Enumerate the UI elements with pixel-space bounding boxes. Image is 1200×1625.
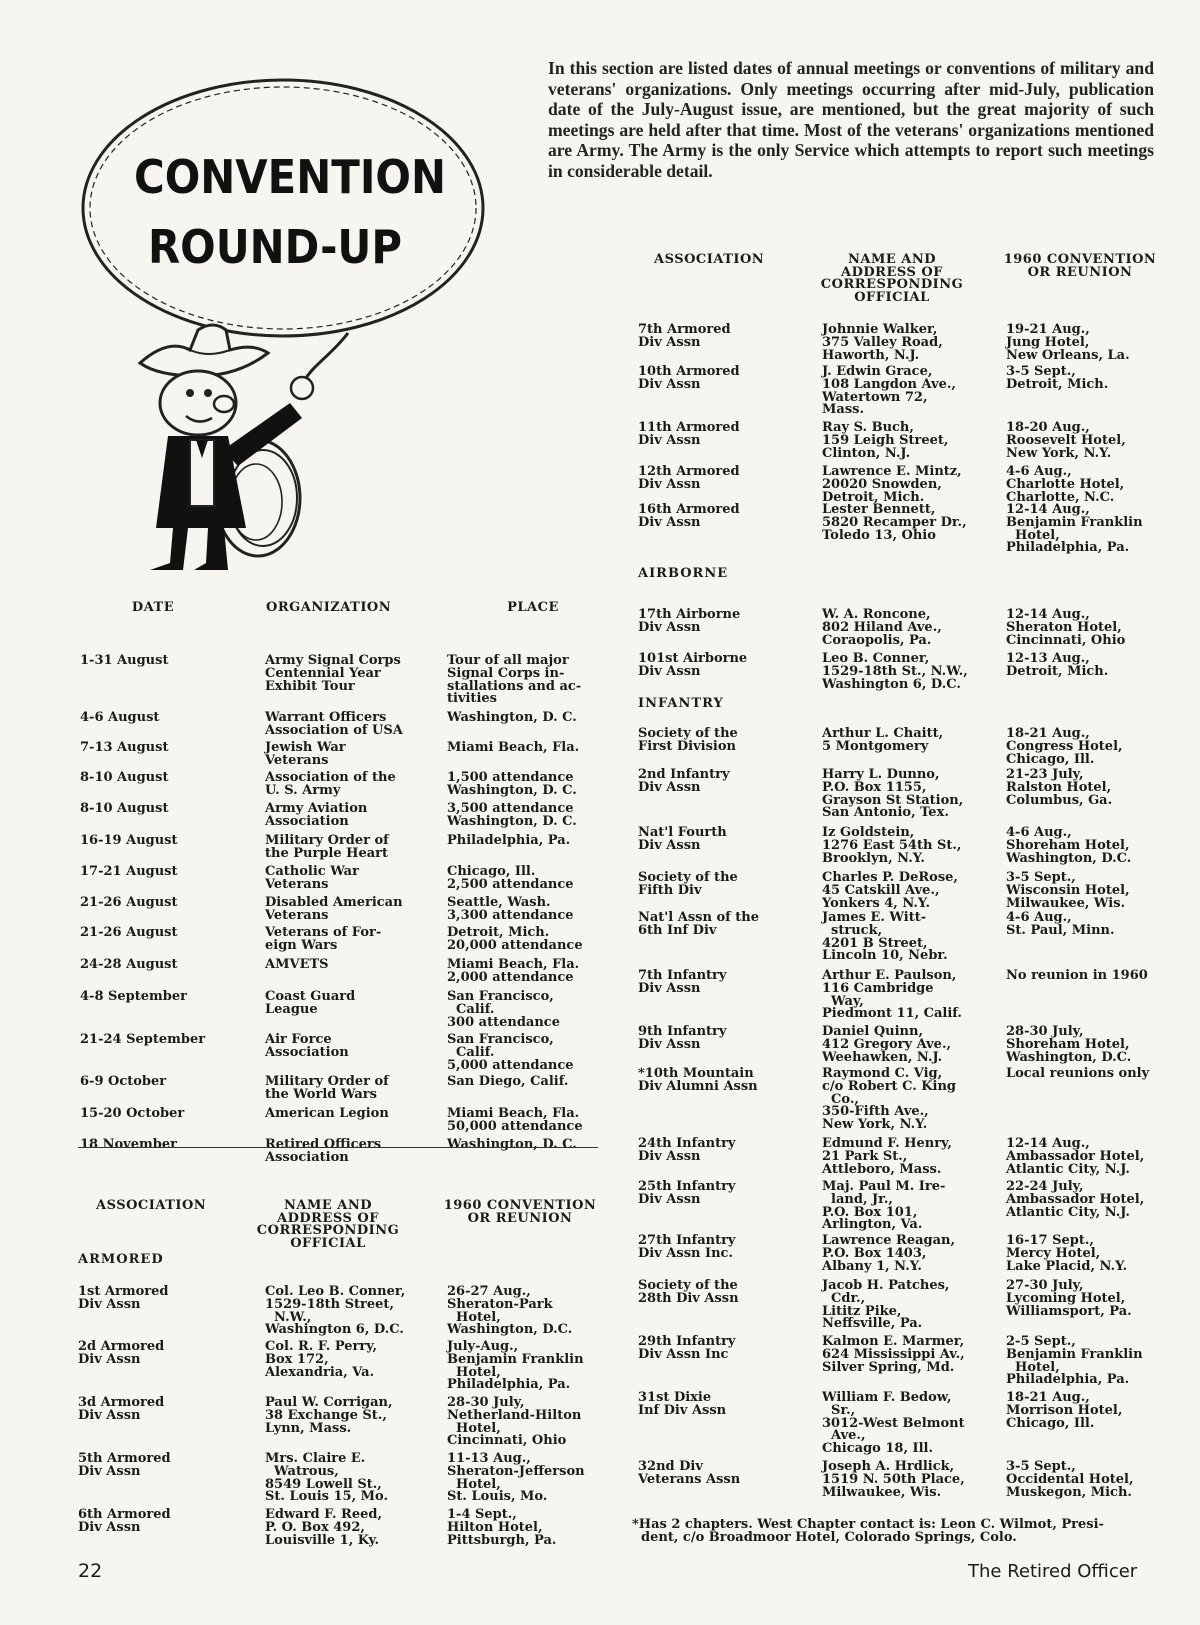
infantry-official: Maj. Paul M. Ire- land, Jr., P.O. Box 101, Arlington, Va. [822, 1179, 946, 1233]
event-place: San Diego, Calif. [447, 1074, 569, 1089]
section-airborne: AIRBORNE [638, 566, 729, 581]
infantry-reunion: No reunion in 1960 [1006, 968, 1148, 983]
infantry-reunion: 27-30 July, Lycoming Hotel, Williamsport, Pa. [1006, 1278, 1132, 1319]
event-organization: Veterans of For- eign Wars [265, 925, 382, 953]
infantry-official: Jacob H. Patches, Cdr., Lititz Pike, Neffsville, Pa. [822, 1278, 950, 1332]
event-organization: Army Aviation Association [265, 801, 368, 829]
cowboy-lasso-illustration [78, 58, 538, 578]
event-place: Chicago, Ill. 2,500 attendance [447, 864, 574, 892]
infantry-reunion: 22-24 July, Ambassador Hotel, Atlantic City, N.J. [1006, 1179, 1145, 1220]
armored-association: 7th Armored Div Assn [638, 322, 731, 350]
logo-line-2: ROUND-UP [148, 220, 402, 274]
infantry-reunion: 3-5 Sept., Wisconsin Hotel, Milwaukee, Wis. [1006, 870, 1130, 911]
event-date: 4-8 September [80, 989, 188, 1004]
infantry-association: 27th Infantry Div Assn Inc. [638, 1233, 736, 1261]
event-place: San Francisco, Calif. 5,000 attendance [447, 1032, 574, 1073]
infantry-association: *10th Mountain Div Alumni Assn [638, 1066, 758, 1094]
infantry-official: Joseph A. Hrdlick, 1519 N. 50th Place, Milwaukee, Wis. [822, 1459, 965, 1500]
infantry-reunion: 12-14 Aug., Ambassador Hotel, Atlantic City, N.J. [1006, 1136, 1145, 1177]
airborne-official: Leo B. Conner, 1529-18th St., N.W., Washington 6, D.C. [822, 651, 968, 692]
event-organization: Association of the U. S. Army [265, 770, 396, 798]
airborne-reunion: 12-14 Aug., Sheraton Hotel, Cincinnati, Ohio [1006, 607, 1126, 648]
armored-reunion: 18-20 Aug., Roosevelt Hotel, New York, N.Y. [1006, 420, 1126, 461]
infantry-association: Nat'l Assn of the 6th Inf Div [638, 910, 759, 938]
left-assoc-official: Mrs. Claire E. Watrous, 8549 Lowell St., St. Louis 15, Mo. [265, 1451, 388, 1505]
event-place: 3,500 attendance Washington, D. C. [447, 801, 577, 829]
magazine-name: The Retired Officer [968, 1561, 1138, 1582]
left-assoc-association: 6th Armored Div Assn [78, 1507, 171, 1535]
infantry-association: Society of the 28th Div Assn [638, 1278, 739, 1306]
left-assoc-official: Col. Leo B. Conner, 1529-18th Street, N.W., Washington 6, D.C. [265, 1284, 406, 1338]
event-place: Miami Beach, Fla. 50,000 attendance [447, 1106, 583, 1134]
armored-association: 10th Armored Div Assn [638, 364, 740, 392]
armored-official: Lawrence E. Mintz, 20020 Snowden, Detroit, Mich. [822, 464, 962, 505]
left-header-official: NAME AND ADDRESS OF CORRESPONDING OFFICIAL [256, 1198, 400, 1251]
airborne-official: W. A. Roncone, 802 Hiland Ave., Coraopolis, Pa. [822, 607, 942, 648]
right-header-official: NAME AND ADDRESS OF CORRESPONDING OFFICIAL [820, 252, 964, 305]
event-date: 17-21 August [80, 864, 178, 879]
armored-official: Johnnie Walker, 375 Valley Road, Haworth, N.J. [822, 322, 943, 363]
left-assoc-association: 3d Armored Div Assn [78, 1395, 165, 1423]
infantry-official: Iz Goldstein, 1276 East 54th St., Brooklyn, N.Y. [822, 825, 962, 866]
event-place: Washington, D. C. [447, 710, 577, 725]
divider-rule [78, 1147, 598, 1148]
event-date: 6-9 October [80, 1074, 167, 1089]
infantry-association: 2nd Infantry Div Assn [638, 767, 730, 795]
left-assoc-association: 2d Armored Div Assn [78, 1339, 165, 1367]
infantry-reunion: 18-21 Aug., Congress Hotel, Chicago, Ill. [1006, 726, 1123, 767]
event-organization: Catholic War Veterans [265, 864, 359, 892]
section-infantry: INFANTRY [638, 696, 724, 711]
infantry-association: 31st Dixie Inf Div Assn [638, 1390, 727, 1418]
airborne-association: 101st Airborne Div Assn [638, 651, 748, 679]
left-assoc-reunion: 28-30 July, Netherland-Hilton Hotel, Cincinnati, Ohio [447, 1395, 582, 1449]
infantry-association: Society of the Fifth Div [638, 870, 738, 898]
event-organization: Military Order of the World Wars [265, 1074, 389, 1102]
event-organization: AMVETS [265, 957, 329, 972]
event-organization: Jewish War Veterans [265, 740, 346, 768]
infantry-association: 7th Infantry Div Assn [638, 968, 727, 996]
armored-reunion: 4-6 Aug., Charlotte Hotel, Charlotte, N.C. [1006, 464, 1125, 505]
infantry-official: Kalmon E. Marmer, 624 Mississippi Av., Silver Spring, Md. [822, 1334, 965, 1375]
infantry-official: Arthur E. Paulson, 116 Cambridge Way, Piedmont 11, Calif. [822, 968, 962, 1022]
event-organization: Army Signal Corps Centennial Year Exhibit Tour [265, 653, 401, 694]
event-date: 24-28 August [80, 957, 178, 972]
event-organization: Retired Officers Association [265, 1137, 382, 1165]
infantry-association: 29th Infantry Div Assn Inc [638, 1334, 736, 1362]
infantry-association: Society of the First Division [638, 726, 738, 754]
event-date: 21-26 August [80, 895, 178, 910]
infantry-reunion: 18-21 Aug., Morrison Hotel, Chicago, Ill. [1006, 1390, 1123, 1431]
left-assoc-association: 1st Armored Div Assn [78, 1284, 169, 1312]
infantry-official: William F. Bedow, Sr., 3012-West Belmont Ave., Chicago 18, Ill. [822, 1390, 965, 1457]
event-place: Detroit, Mich. 20,000 attendance [447, 925, 583, 953]
infantry-reunion: 21-23 July, Ralston Hotel, Columbus, Ga. [1006, 767, 1113, 808]
infantry-reunion: 28-30 July, Shoreham Hotel, Washington, D.C. [1006, 1024, 1132, 1065]
left-assoc-reunion: 1-4 Sept., Hilton Hotel, Pittsburgh, Pa. [447, 1507, 557, 1548]
event-date: 1-31 August [80, 653, 169, 668]
event-date: 21-26 August [80, 925, 178, 940]
infantry-association: 9th Infantry Div Assn [638, 1024, 727, 1052]
left-assoc-reunion: 26-27 Aug., Sheraton-Park Hotel, Washington, D.C. [447, 1284, 573, 1338]
infantry-official: James E. Witt- struck, 4201 B Street, Lincoln 10, Nebr. [822, 910, 948, 964]
infantry-reunion: 16-17 Sept., Mercy Hotel, Lake Placid, N.Y. [1006, 1233, 1128, 1274]
event-date: 15-20 October [80, 1106, 185, 1121]
infantry-association: 24th Infantry Div Assn [638, 1136, 736, 1164]
armored-association: 12th Armored Div Assn [638, 464, 740, 492]
infantry-official: Edmund F. Henry, 21 Park St., Attleboro, Mass. [822, 1136, 952, 1177]
header-organization: ORGANIZATION [266, 600, 392, 615]
event-place: Washington, D. C. [447, 1137, 577, 1152]
armored-association: 16th Armored Div Assn [638, 502, 740, 530]
right-header-reunion: 1960 CONVENTION OR REUNION [1003, 252, 1157, 280]
event-date: 8-10 August [80, 770, 169, 785]
page-number: 22 [78, 1560, 103, 1582]
left-header-reunion: 1960 CONVENTION OR REUNION [443, 1198, 597, 1226]
armored-association: 11th Armored Div Assn [638, 420, 740, 448]
event-date: 8-10 August [80, 801, 169, 816]
infantry-reunion: 4-6 Aug., Shoreham Hotel, Washington, D.C. [1006, 825, 1132, 866]
event-date: 21-24 September [80, 1032, 206, 1047]
event-place: San Francisco, Calif. 300 attendance [447, 989, 560, 1030]
event-place: Philadelphia, Pa. [447, 833, 571, 848]
event-date: 18 November [80, 1137, 177, 1152]
airborne-reunion: 12-13 Aug., Detroit, Mich. [1006, 651, 1109, 679]
infantry-official: Harry L. Dunno, P.O. Box 1155, Grayson St Station, San Antonio, Tex. [822, 767, 964, 821]
intro-paragraph: In this section are listed dates of annual meetings or conventions of military and veterans' organizations. Only meetings occurring after mid-July, publication date of the July-August issue, are mentioned, but the great majority of such meetings are held after that time. Most of the veterans' organizations mentioned are Army. The Army is the only Service which attempts to report such meetings in considerable detail. [548, 58, 1154, 181]
left-assoc-reunion: 11-13 Aug., Sheraton-Jefferson Hotel, St. Louis, Mo. [447, 1451, 585, 1505]
infantry-association: 25th Infantry Div Assn [638, 1179, 736, 1207]
event-place: Seattle, Wash. 3,300 attendance [447, 895, 574, 923]
infantry-official: Charles P. DeRose, 45 Catskill Ave., Yonkers 4, N.Y. [822, 870, 958, 911]
infantry-reunion: 3-5 Sept., Occidental Hotel, Muskegon, Mich. [1006, 1459, 1134, 1500]
left-assoc-reunion: July-Aug., Benjamin Franklin Hotel, Philadelphia, Pa. [447, 1339, 584, 1393]
left-assoc-official: Col. R. F. Perry, Box 172, Alexandria, Va. [265, 1339, 378, 1380]
event-organization: Military Order of the Purple Heart [265, 833, 389, 861]
event-date: 4-6 August [80, 710, 160, 725]
infantry-official: Arthur L. Chaitt, 5 Montgomery [822, 726, 944, 754]
event-place: Miami Beach, Fla. 2,000 attendance [447, 957, 580, 985]
infantry-reunion: 2-5 Sept., Benjamin Franklin Hotel, Philadelphia, Pa. [1006, 1334, 1143, 1388]
header-place: PLACE [507, 600, 559, 615]
infantry-association: Nat'l Fourth Div Assn [638, 825, 727, 853]
armored-official: Lester Bennett, 5820 Recamper Dr., Toledo 13, Ohio [822, 502, 967, 543]
event-date: 7-13 August [80, 740, 169, 755]
armored-reunion: 3-5 Sept., Detroit, Mich. [1006, 364, 1109, 392]
logo-line-1: CONVENTION [134, 150, 446, 204]
left-assoc-official: Edward F. Reed, P. O. Box 492, Louisville 1, Ky. [265, 1507, 383, 1548]
infantry-official: Daniel Quinn, 412 Gregory Ave., Weehawken, N.J. [822, 1024, 952, 1065]
event-organization: Air Force Association [265, 1032, 349, 1060]
armored-reunion: 12-14 Aug., Benjamin Franklin Hotel, Philadelphia, Pa. [1006, 502, 1143, 556]
event-place: Miami Beach, Fla. [447, 740, 580, 755]
infantry-association: 32nd Div Veterans Assn [638, 1459, 741, 1487]
event-date: 16-19 August [80, 833, 178, 848]
left-assoc-association: 5th Armored Div Assn [78, 1451, 171, 1479]
infantry-official: Raymond C. Vig, c/o Robert C. King Co., 350-Fifth Ave., New York, N.Y. [822, 1066, 957, 1133]
armored-official: Ray S. Buch, 159 Leigh Street, Clinton, N.J. [822, 420, 949, 461]
armored-reunion: 19-21 Aug., Jung Hotel, New Orleans, La. [1006, 322, 1130, 363]
armored-official: J. Edwin Grace, 108 Langdon Ave., Watertown 72, Mass. [822, 364, 956, 418]
event-organization: Warrant Officers Association of USA [265, 710, 403, 738]
section-armored: ARMORED [78, 1252, 164, 1267]
left-assoc-official: Paul W. Corrigan, 38 Exchange St., Lynn, Mass. [265, 1395, 393, 1436]
infantry-reunion: Local reunions only [1006, 1066, 1150, 1081]
left-header-association: ASSOCIATION [96, 1198, 207, 1213]
event-place: Tour of all major Signal Corps in- stallations and ac- tivities [447, 653, 582, 707]
header-date: DATE [131, 600, 175, 615]
event-organization: American Legion [265, 1106, 389, 1121]
event-organization: Coast Guard League [265, 989, 356, 1017]
event-organization: Disabled American Veterans [265, 895, 403, 923]
infantry-official: Lawrence Reagan, P.O. Box 1403, Albany 1, N.Y. [822, 1233, 956, 1274]
event-place: 1,500 attendance Washington, D. C. [447, 770, 577, 798]
infantry-reunion: 4-6 Aug., St. Paul, Minn. [1006, 910, 1115, 938]
footnote: *Has 2 chapters. West Chapter contact is: Leon C. Wilmot, Presi- dent, c/o Broadmoor Hotel, Colorado Springs, Colo. [632, 1517, 1104, 1545]
airborne-association: 17th Airborne Div Assn [638, 607, 741, 635]
right-header-association: ASSOCIATION [654, 252, 765, 267]
